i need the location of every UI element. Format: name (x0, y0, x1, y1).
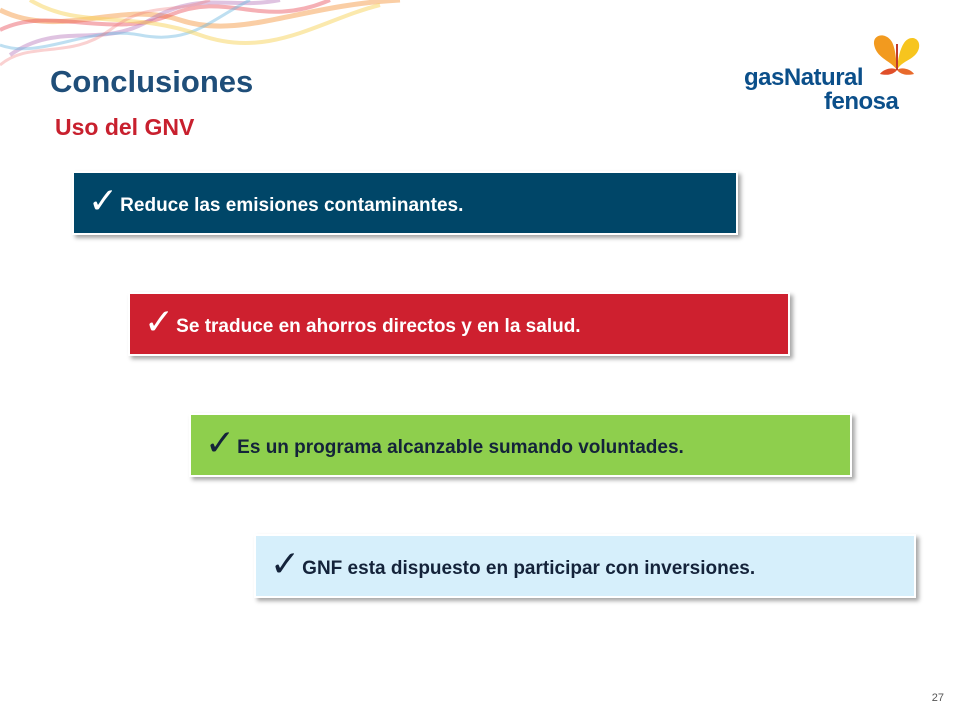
butterfly-icon (872, 30, 922, 76)
company-logo (744, 30, 944, 120)
conclusion-box-savings (128, 292, 790, 356)
conclusion-box-emissions (72, 171, 738, 235)
conclusion-text: GNF esta dispuesto en participar con inversiones. (302, 558, 756, 579)
checkmark-icon: ✓ (144, 301, 175, 342)
conclusion-text: Reduce las emisiones contaminantes. (120, 195, 464, 216)
checkmark-icon: ✓ (270, 543, 301, 584)
page-subtitle: Uso del GNV (55, 114, 195, 140)
conclusion-text: Se traduce en ahorros directos y en la salud. (176, 316, 581, 337)
checkmark-icon: ✓ (205, 422, 236, 463)
checkmark-icon: ✓ (88, 180, 119, 221)
logo-text-line1: gasNatural (744, 64, 864, 91)
conclusion-text: Es un programa alcanzable sumando voluntades. (237, 437, 684, 458)
page-number: 27 (931, 692, 944, 704)
conclusion-box-investment (254, 534, 916, 598)
logo-text-line2: fenosa (824, 88, 899, 115)
page-title: Conclusiones (50, 64, 254, 99)
conclusion-box-program (189, 413, 852, 477)
